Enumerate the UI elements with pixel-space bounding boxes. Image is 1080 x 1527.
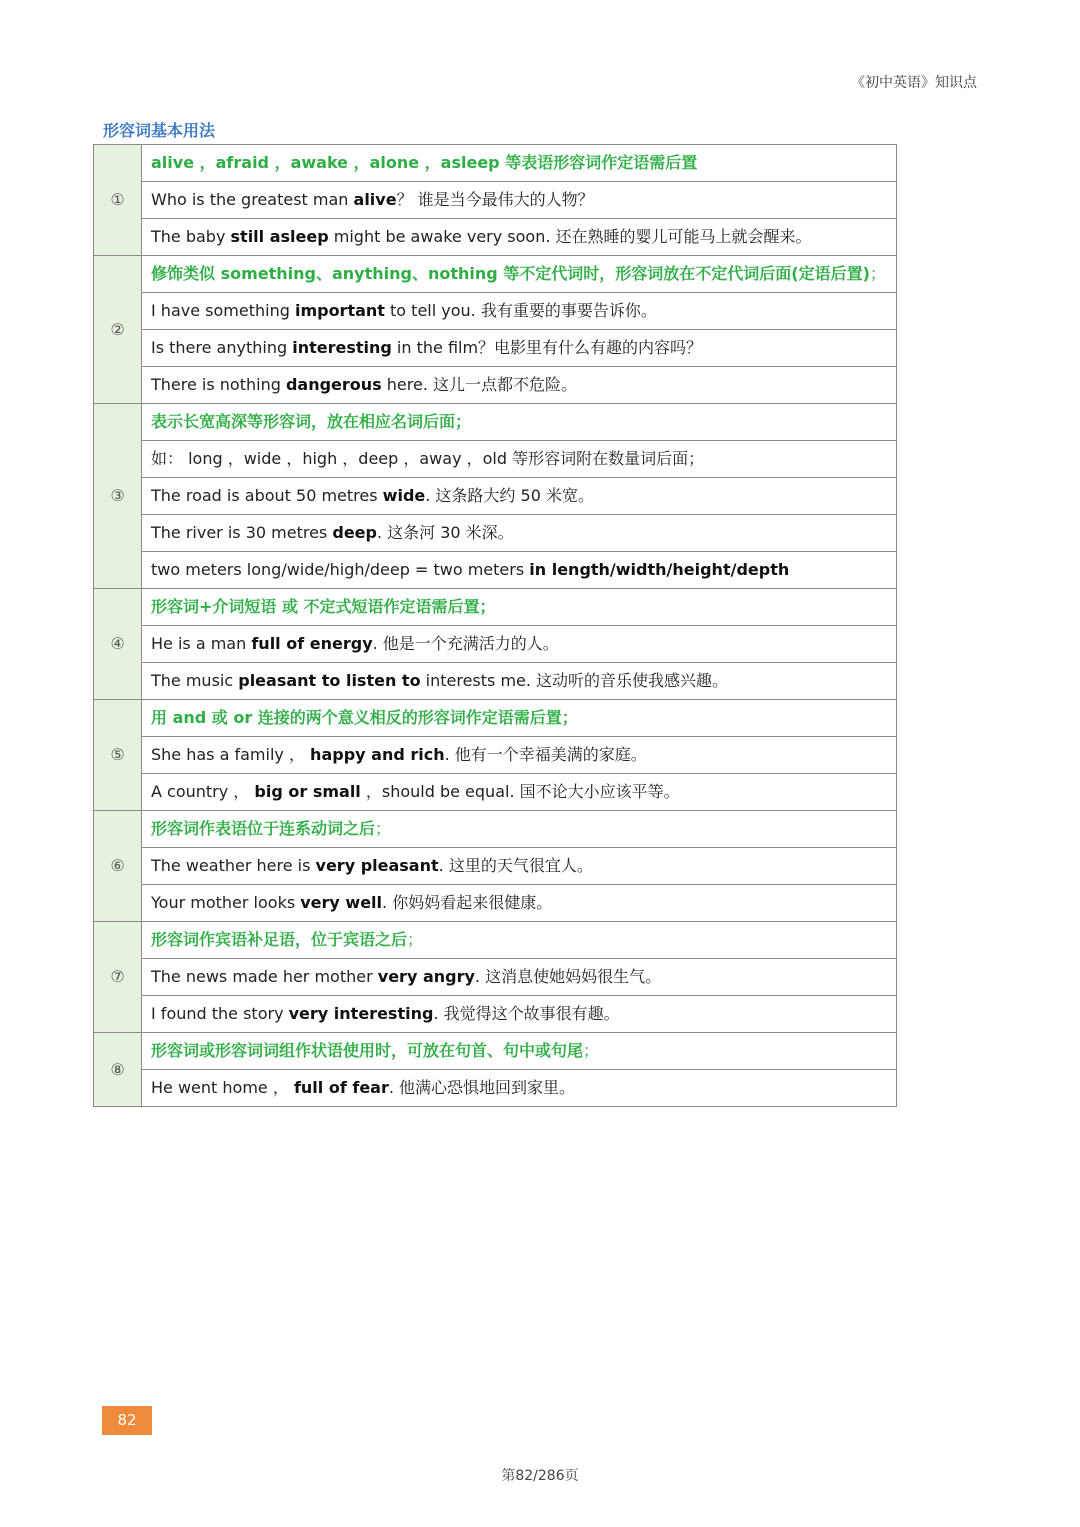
sentence-text: Your mother looks bbox=[151, 893, 301, 913]
example-sentence bbox=[142, 182, 897, 219]
rule-heading bbox=[142, 145, 897, 182]
rule-heading-text: alive ，afraid ，awake ，alone ，asleep 等表语形容词作定语需后置 bbox=[151, 153, 698, 173]
sentence-text: She has a family ， bbox=[151, 745, 311, 765]
example-row bbox=[94, 552, 897, 589]
example-row bbox=[94, 885, 897, 922]
example-sentence bbox=[142, 885, 897, 922]
rule-heading-text: 修饰类似 something、anything、nothing 等不定代词时，形容词放在不定代词后面(定语后置) bbox=[151, 264, 870, 284]
highlighted-phrase: deep bbox=[332, 523, 377, 543]
example-row bbox=[94, 996, 897, 1033]
sentence-text: . 这消息使她妈妈很生气。 bbox=[474, 967, 662, 987]
document-title: 《初中英语》知识点 bbox=[851, 75, 977, 91]
rule-heading-text: 表示长宽高深等形容词，放在相应名词后面； bbox=[151, 412, 472, 432]
example-sentence bbox=[142, 478, 897, 515]
example-row bbox=[94, 737, 897, 774]
highlighted-phrase: very interesting bbox=[288, 1004, 434, 1024]
rule-heading bbox=[142, 700, 897, 737]
highlighted-phrase: very angry bbox=[377, 967, 475, 987]
example-sentence bbox=[142, 848, 897, 885]
highlighted-phrase: full of energy bbox=[251, 634, 373, 654]
highlighted-phrase: still asleep bbox=[230, 227, 329, 247]
highlighted-phrase: alive bbox=[353, 190, 397, 210]
rule-heading-row bbox=[94, 922, 897, 959]
sentence-text: . 我觉得这个故事很有趣。 bbox=[433, 1004, 620, 1024]
sentence-text: 如： long ，wide ，high ，deep ，away ，old 等形容词附在数量词后面； bbox=[151, 449, 705, 469]
example-row bbox=[94, 367, 897, 404]
rule-heading-tail: ； bbox=[375, 819, 392, 839]
example-sentence bbox=[142, 293, 897, 330]
page-number-badge: 82 bbox=[102, 1406, 152, 1435]
rule-heading-text: 用 and 或 or 连接的两个意义相反的形容词作定语需后置； bbox=[151, 708, 578, 728]
example-sentence bbox=[142, 552, 897, 589]
section-title: 形容词基本用法 bbox=[103, 121, 216, 140]
sentence-text: He is a man bbox=[151, 634, 252, 654]
example-sentence bbox=[142, 774, 897, 811]
sentence-text: I have something bbox=[151, 301, 295, 321]
example-sentence bbox=[142, 1070, 897, 1107]
rule-heading bbox=[142, 589, 897, 626]
example-row bbox=[94, 774, 897, 811]
example-sentence bbox=[142, 515, 897, 552]
sentence-text: might be awake very soon. 还在熟睡的婴儿可能马上就会醒来。 bbox=[328, 227, 812, 247]
sentence-text: The road is about 50 metres bbox=[151, 486, 383, 506]
rule-heading-text: 形容词或形容词词组作状语使用时，可放在句首、句中或句尾 bbox=[151, 1041, 584, 1061]
rule-heading-row bbox=[94, 145, 897, 182]
rule-heading-text: 形容词+介词短语 或 不定式短语作定语需后置； bbox=[151, 597, 496, 617]
rule-number: ① bbox=[94, 145, 142, 256]
sentence-text: Who is the greatest man bbox=[151, 190, 354, 210]
rule-number: ④ bbox=[94, 589, 142, 700]
example-sentence bbox=[142, 996, 897, 1033]
rule-number: ② bbox=[94, 256, 142, 404]
rule-heading-row bbox=[94, 811, 897, 848]
rule-number: ⑥ bbox=[94, 811, 142, 922]
rule-heading-row bbox=[94, 256, 897, 293]
rule-heading bbox=[142, 256, 897, 293]
example-sentence bbox=[142, 330, 897, 367]
example-row bbox=[94, 478, 897, 515]
rule-heading-tail: ； bbox=[407, 930, 424, 950]
example-sentence bbox=[142, 367, 897, 404]
sentence-text: There is nothing bbox=[151, 375, 286, 395]
rule-heading bbox=[142, 922, 897, 959]
example-sentence bbox=[142, 737, 897, 774]
sentence-text: The baby bbox=[151, 227, 231, 247]
example-sentence bbox=[142, 219, 897, 256]
example-row bbox=[94, 626, 897, 663]
rule-heading bbox=[142, 404, 897, 441]
sentence-text: . 他是一个充满活力的人。 bbox=[372, 634, 559, 654]
example-row bbox=[94, 219, 897, 256]
sentence-text: The news made her mother bbox=[151, 967, 378, 987]
sentence-text: . 他满心恐惧地回到家里。 bbox=[388, 1078, 576, 1098]
example-row bbox=[94, 663, 897, 700]
sentence-text: in the film？电影里有什么有趣的内容吗？ bbox=[391, 338, 703, 358]
highlighted-phrase: pleasant to listen to bbox=[238, 671, 421, 691]
sentence-text: . 这条路大约 50 米宽。 bbox=[425, 486, 594, 506]
rule-heading-row bbox=[94, 589, 897, 626]
rule-heading-text: 形容词作宾语补足语，位于宾语之后 bbox=[151, 930, 408, 950]
example-sentence bbox=[142, 441, 897, 478]
example-row bbox=[94, 441, 897, 478]
sentence-text: . 你妈妈看起来很健康。 bbox=[382, 893, 553, 913]
sentence-text: A country ， bbox=[151, 782, 255, 802]
sentence-text: here. 这儿一点都不危险。 bbox=[381, 375, 578, 395]
page-indicator: 第82/286页 bbox=[501, 1468, 579, 1484]
rule-heading bbox=[142, 811, 897, 848]
rule-number: ⑤ bbox=[94, 700, 142, 811]
sentence-text: . 他有一个幸福美满的家庭。 bbox=[444, 745, 647, 765]
sentence-text: The weather here is bbox=[151, 856, 316, 876]
sentence-text: He went home ， bbox=[151, 1078, 294, 1098]
highlighted-phrase: very pleasant bbox=[315, 856, 439, 876]
sentence-text: ？ 谁是当今最伟大的人物？ bbox=[396, 190, 594, 210]
highlighted-phrase: important bbox=[294, 301, 385, 321]
sentence-text: I found the story bbox=[151, 1004, 289, 1024]
rule-heading-row bbox=[94, 404, 897, 441]
example-sentence bbox=[142, 959, 897, 996]
highlighted-phrase: very well bbox=[300, 893, 383, 913]
rule-heading-row bbox=[94, 700, 897, 737]
sentence-text: . 这里的天气很宜人。 bbox=[438, 856, 593, 876]
example-row bbox=[94, 848, 897, 885]
highlighted-phrase: full of fear bbox=[293, 1078, 389, 1098]
highlighted-phrase: big or small bbox=[254, 782, 361, 802]
example-sentence bbox=[142, 626, 897, 663]
sentence-text: . 这条河 30 米深。 bbox=[376, 523, 514, 543]
example-row bbox=[94, 293, 897, 330]
sentence-text: The river is 30 metres bbox=[151, 523, 333, 543]
grammar-table bbox=[93, 144, 897, 1107]
highlighted-phrase: happy and rich bbox=[310, 745, 445, 765]
rule-heading-tail: ； bbox=[583, 1041, 600, 1061]
rule-heading bbox=[142, 1033, 897, 1070]
highlighted-phrase: in length/width/height/depth bbox=[529, 560, 790, 580]
sentence-text: to tell you. 我有重要的事要告诉你。 bbox=[384, 301, 657, 321]
rule-number: ③ bbox=[94, 404, 142, 589]
example-sentence bbox=[142, 663, 897, 700]
highlighted-phrase: dangerous bbox=[285, 375, 382, 395]
highlighted-phrase: wide bbox=[382, 486, 426, 506]
sentence-text: interests me. 这动听的音乐使我感兴趣。 bbox=[420, 671, 729, 691]
sentence-text: two meters long/wide/high/deep = two meters bbox=[151, 560, 530, 580]
sentence-text: ，should be equal. 国不论大小应该平等。 bbox=[360, 782, 680, 802]
highlighted-phrase: interesting bbox=[292, 338, 392, 358]
example-row bbox=[94, 515, 897, 552]
rule-heading-text: 形容词作表语位于连系动词之后 bbox=[151, 819, 376, 839]
sentence-text: The music bbox=[151, 671, 239, 691]
sentence-text: Is there anything bbox=[151, 338, 293, 358]
rule-heading-row bbox=[94, 1033, 897, 1070]
example-row bbox=[94, 1070, 897, 1107]
rule-number: ⑧ bbox=[94, 1033, 142, 1107]
example-row bbox=[94, 959, 897, 996]
example-row bbox=[94, 182, 897, 219]
example-row bbox=[94, 330, 897, 367]
rule-number: ⑦ bbox=[94, 922, 142, 1033]
rule-heading-tail: ； bbox=[869, 264, 886, 284]
